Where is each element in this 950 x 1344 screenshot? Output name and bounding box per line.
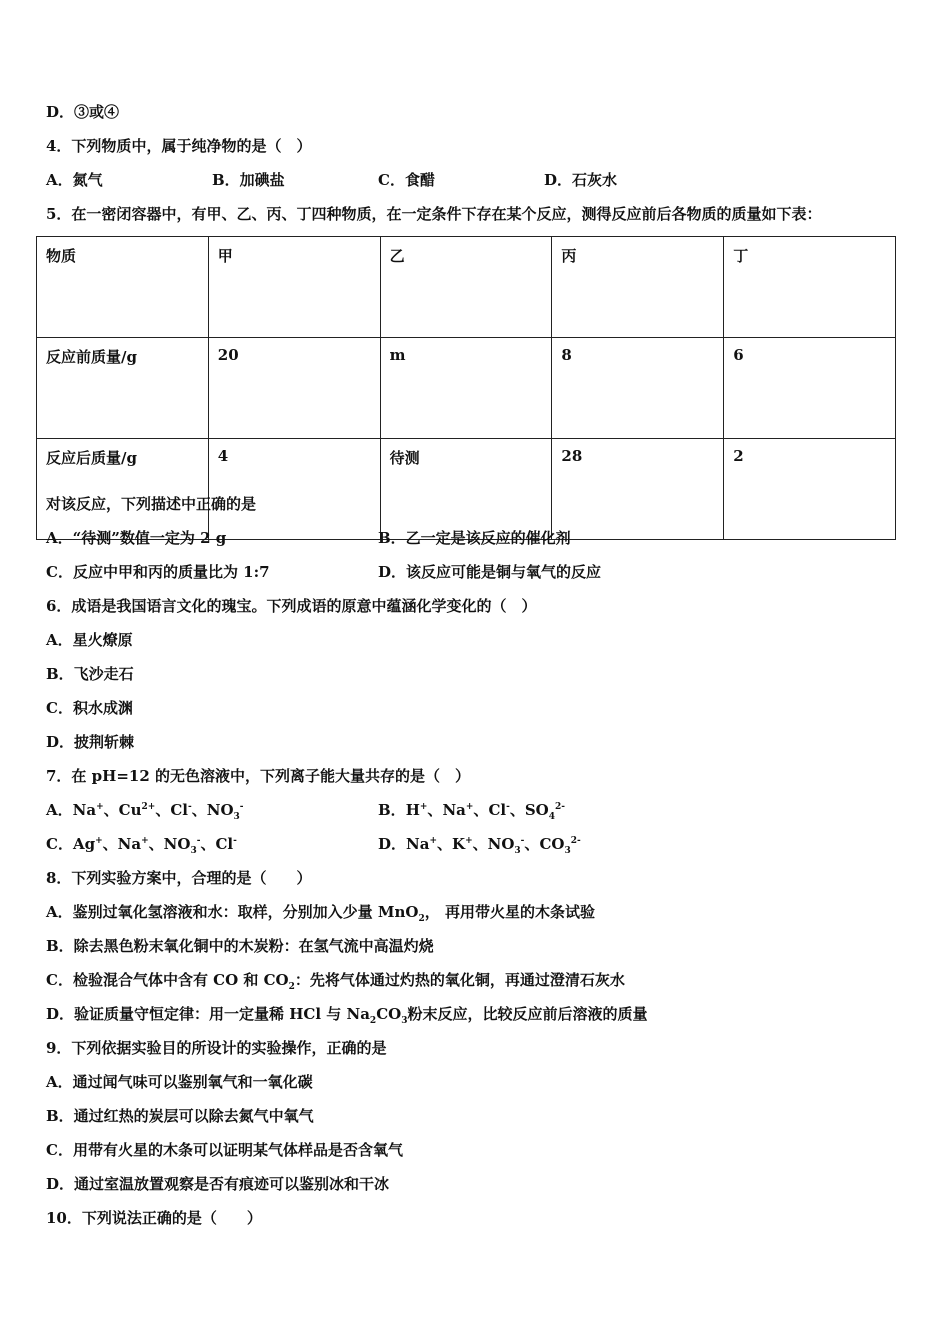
- ion-subscript: 3: [233, 812, 240, 822]
- ion-subscript: 3: [514, 846, 521, 856]
- ion-charge: +: [141, 836, 149, 846]
- ion-symbol: Cl: [215, 835, 234, 853]
- ion: [170, 801, 191, 819]
- q9-option-a: A．通过闻气味可以鉴别氧气和一氧化碳: [46, 1073, 313, 1091]
- q4-option-d: D．石灰水: [544, 171, 618, 189]
- text-part: ：先将气体通过灼热的氧化铜，再通过澄清石灰水: [294, 971, 625, 989]
- subscript: 2: [288, 982, 295, 992]
- option-prefix: B．: [378, 801, 406, 819]
- ion: [406, 801, 428, 819]
- table-cell: 28: [552, 439, 724, 540]
- q8-stem: 8．下列实验方案中，合理的是（ ）: [46, 869, 312, 887]
- q10-stem: 10．下列说法正确的是（ ）: [46, 1209, 262, 1227]
- ion: [73, 801, 104, 819]
- ion-charge: +: [96, 802, 104, 812]
- ion-symbol: H: [405, 801, 420, 819]
- ion-subscript: 3: [564, 846, 571, 856]
- ion: [442, 801, 473, 819]
- q7-option-c: [46, 834, 237, 854]
- ion-charge: -: [233, 836, 237, 846]
- subscript: 2: [418, 914, 425, 924]
- ion-symbol: Na: [117, 835, 142, 853]
- ion-charge: +: [465, 802, 474, 812]
- ion-charge: +: [95, 836, 103, 846]
- table-header-cell: 物质: [37, 237, 209, 338]
- option-prefix: A．: [46, 801, 73, 819]
- table-cell: 反应后质量/g: [37, 439, 209, 540]
- ion-symbol: CO: [539, 835, 565, 853]
- ion-charge: +: [465, 836, 473, 846]
- table-header-cell: 丁: [724, 237, 896, 338]
- text-part: 粉末反应，比较反应前后溶液的质量: [407, 1005, 648, 1023]
- q7-option-d: [378, 834, 581, 854]
- table-row: [37, 439, 896, 540]
- ion: [206, 801, 244, 822]
- subscript: 2: [369, 1016, 377, 1026]
- separator: 、: [155, 801, 171, 819]
- q7-option-b: [378, 800, 565, 820]
- ion-symbol: NO: [487, 835, 515, 853]
- text-part: D．验证质量守恒定律：用一定量稀 HCl 与 Na: [46, 1005, 370, 1023]
- q9-stem: 9．下列依据实验目的所设计的实验操作，正确的是: [46, 1039, 387, 1057]
- q6-stem: 6．成语是我国语言文化的瑰宝。下列成语的原意中蕴涵化学变化的（ ）: [46, 597, 537, 615]
- ion-symbol: SO: [524, 801, 549, 819]
- ion: [488, 801, 509, 819]
- q6-option-a: A．星火燎原: [46, 631, 133, 649]
- q5-option-c: C．反应中甲和丙的质量比为 1:7: [46, 563, 270, 581]
- q6-option-c: C．积水成渊: [46, 699, 133, 717]
- table-cell: 待测: [380, 439, 552, 540]
- q9-option-d: D．通过室温放置观察是否有痕迹可以鉴别冰和干冰: [46, 1175, 390, 1193]
- q7-stem: 7．在 pH=12 的无色溶液中，下列离子能大量共存的是（ ）: [46, 767, 470, 785]
- q5-option-b: B．乙一定是该反应的催化剂: [378, 529, 571, 547]
- separator: 、: [437, 835, 453, 853]
- ion: [118, 835, 149, 853]
- ion: [487, 835, 525, 856]
- separator: 、: [524, 835, 540, 853]
- option-prefix: D．: [378, 835, 407, 853]
- separator: 、: [509, 801, 525, 819]
- table-row: [37, 338, 896, 439]
- q4-option-c: C．食醋: [378, 171, 435, 189]
- separator: 、: [102, 835, 118, 853]
- table-cell: 20: [208, 338, 380, 439]
- table-cell: 6: [724, 338, 896, 439]
- table-cell: 2: [724, 439, 896, 540]
- ion-charge: 2-: [570, 836, 581, 846]
- q5-option-a: A．“待测”数值一定为 2 g: [46, 529, 227, 547]
- separator: 、: [427, 801, 443, 819]
- ion: [524, 801, 566, 822]
- ion-symbol: NO: [206, 801, 234, 819]
- q9-option-c: C．用带有火星的木条可以证明某气体样品是否含氧气: [46, 1141, 403, 1159]
- table-cell: 8: [552, 338, 724, 439]
- ion: [452, 835, 473, 853]
- q8-option-d: [46, 1004, 647, 1024]
- ion: [215, 835, 236, 853]
- table-header-cell: 丙: [552, 237, 724, 338]
- table-cell: m: [380, 338, 552, 439]
- separator: 、: [472, 835, 488, 853]
- q7-option-a: [46, 800, 244, 820]
- ion-symbol: Cl: [488, 801, 507, 819]
- ion: [73, 835, 103, 853]
- table-header-cell: 乙: [380, 237, 552, 338]
- q9-option-b: B．通过红热的炭层可以除去氮气中氧气: [46, 1107, 314, 1125]
- separator: 、: [200, 835, 216, 853]
- ion-symbol: NO: [163, 835, 191, 853]
- ion-charge: -: [196, 836, 201, 846]
- ion-symbol: K: [452, 835, 466, 853]
- q4-option-b: B．加碘盐: [212, 171, 285, 189]
- text-part: ， 再用带火星的木条试验: [424, 903, 595, 921]
- separator: 、: [103, 801, 119, 819]
- q8-option-b: B．除去黑色粉末氧化铜中的木炭粉：在氢气流中高温灼烧: [46, 937, 434, 955]
- q8-option-a: [46, 902, 595, 922]
- ion-charge: -: [520, 836, 525, 846]
- q4-stem: 4．下列物质中，属于纯净物的是（ ）: [46, 137, 312, 155]
- ion-symbol: Na: [442, 801, 466, 819]
- q6-option-d: D．披荆斩棘: [46, 733, 135, 751]
- table-cell: 4: [208, 439, 380, 540]
- ion-symbol: Ag: [72, 835, 96, 853]
- ion-subscript: 3: [190, 846, 197, 856]
- text-part: A．鉴别过氧化氢溶液和水：取样，分别加入少量 MnO: [46, 903, 419, 921]
- q5-stem: 5．在一密闭容器中，有甲、乙、丙、丁四种物质，在一定条件下存在某个反应，测得反应前后各物质的质量如下表：: [46, 205, 822, 223]
- q4-option-a: A．氮气: [46, 171, 103, 189]
- option-prefix: C．: [46, 835, 73, 853]
- ion-charge: +: [419, 802, 428, 812]
- table-cell: 反应前质量/g: [37, 338, 209, 439]
- subscript: 3: [401, 1016, 408, 1026]
- ion-charge: +: [429, 836, 437, 846]
- ion-symbol: Cl: [170, 801, 188, 819]
- ion: [119, 801, 156, 819]
- ion: [406, 835, 437, 853]
- ion-charge: 2-: [555, 802, 566, 812]
- separator: 、: [473, 801, 489, 819]
- ion-symbol: Cu: [118, 801, 142, 819]
- q5-followup: 对该反应，下列描述中正确的是: [46, 495, 257, 513]
- q3-option-d: D．③或④: [46, 103, 120, 121]
- text-part: C．检验混合气体中含有 CO 和 CO: [46, 971, 289, 989]
- ion-charge: 2+: [141, 802, 156, 812]
- q8-option-c: [46, 970, 625, 990]
- ion: [163, 835, 201, 856]
- ion: [539, 835, 581, 856]
- table-header-row: [37, 237, 896, 338]
- q6-option-b: B．飞沙走石: [46, 665, 134, 683]
- ion-symbol: Na: [406, 835, 430, 853]
- ion-charge: -: [187, 802, 192, 812]
- separator: 、: [191, 801, 207, 819]
- ion-subscript: 4: [548, 812, 556, 822]
- ion-symbol: Na: [72, 801, 97, 819]
- separator: 、: [148, 835, 164, 853]
- ion-charge: -: [506, 802, 510, 812]
- q5-option-d: D．该反应可能是铜与氧气的反应: [378, 563, 602, 581]
- text-part: CO: [376, 1005, 402, 1023]
- ion-charge: -: [239, 802, 244, 812]
- table-header-cell: 甲: [208, 237, 380, 338]
